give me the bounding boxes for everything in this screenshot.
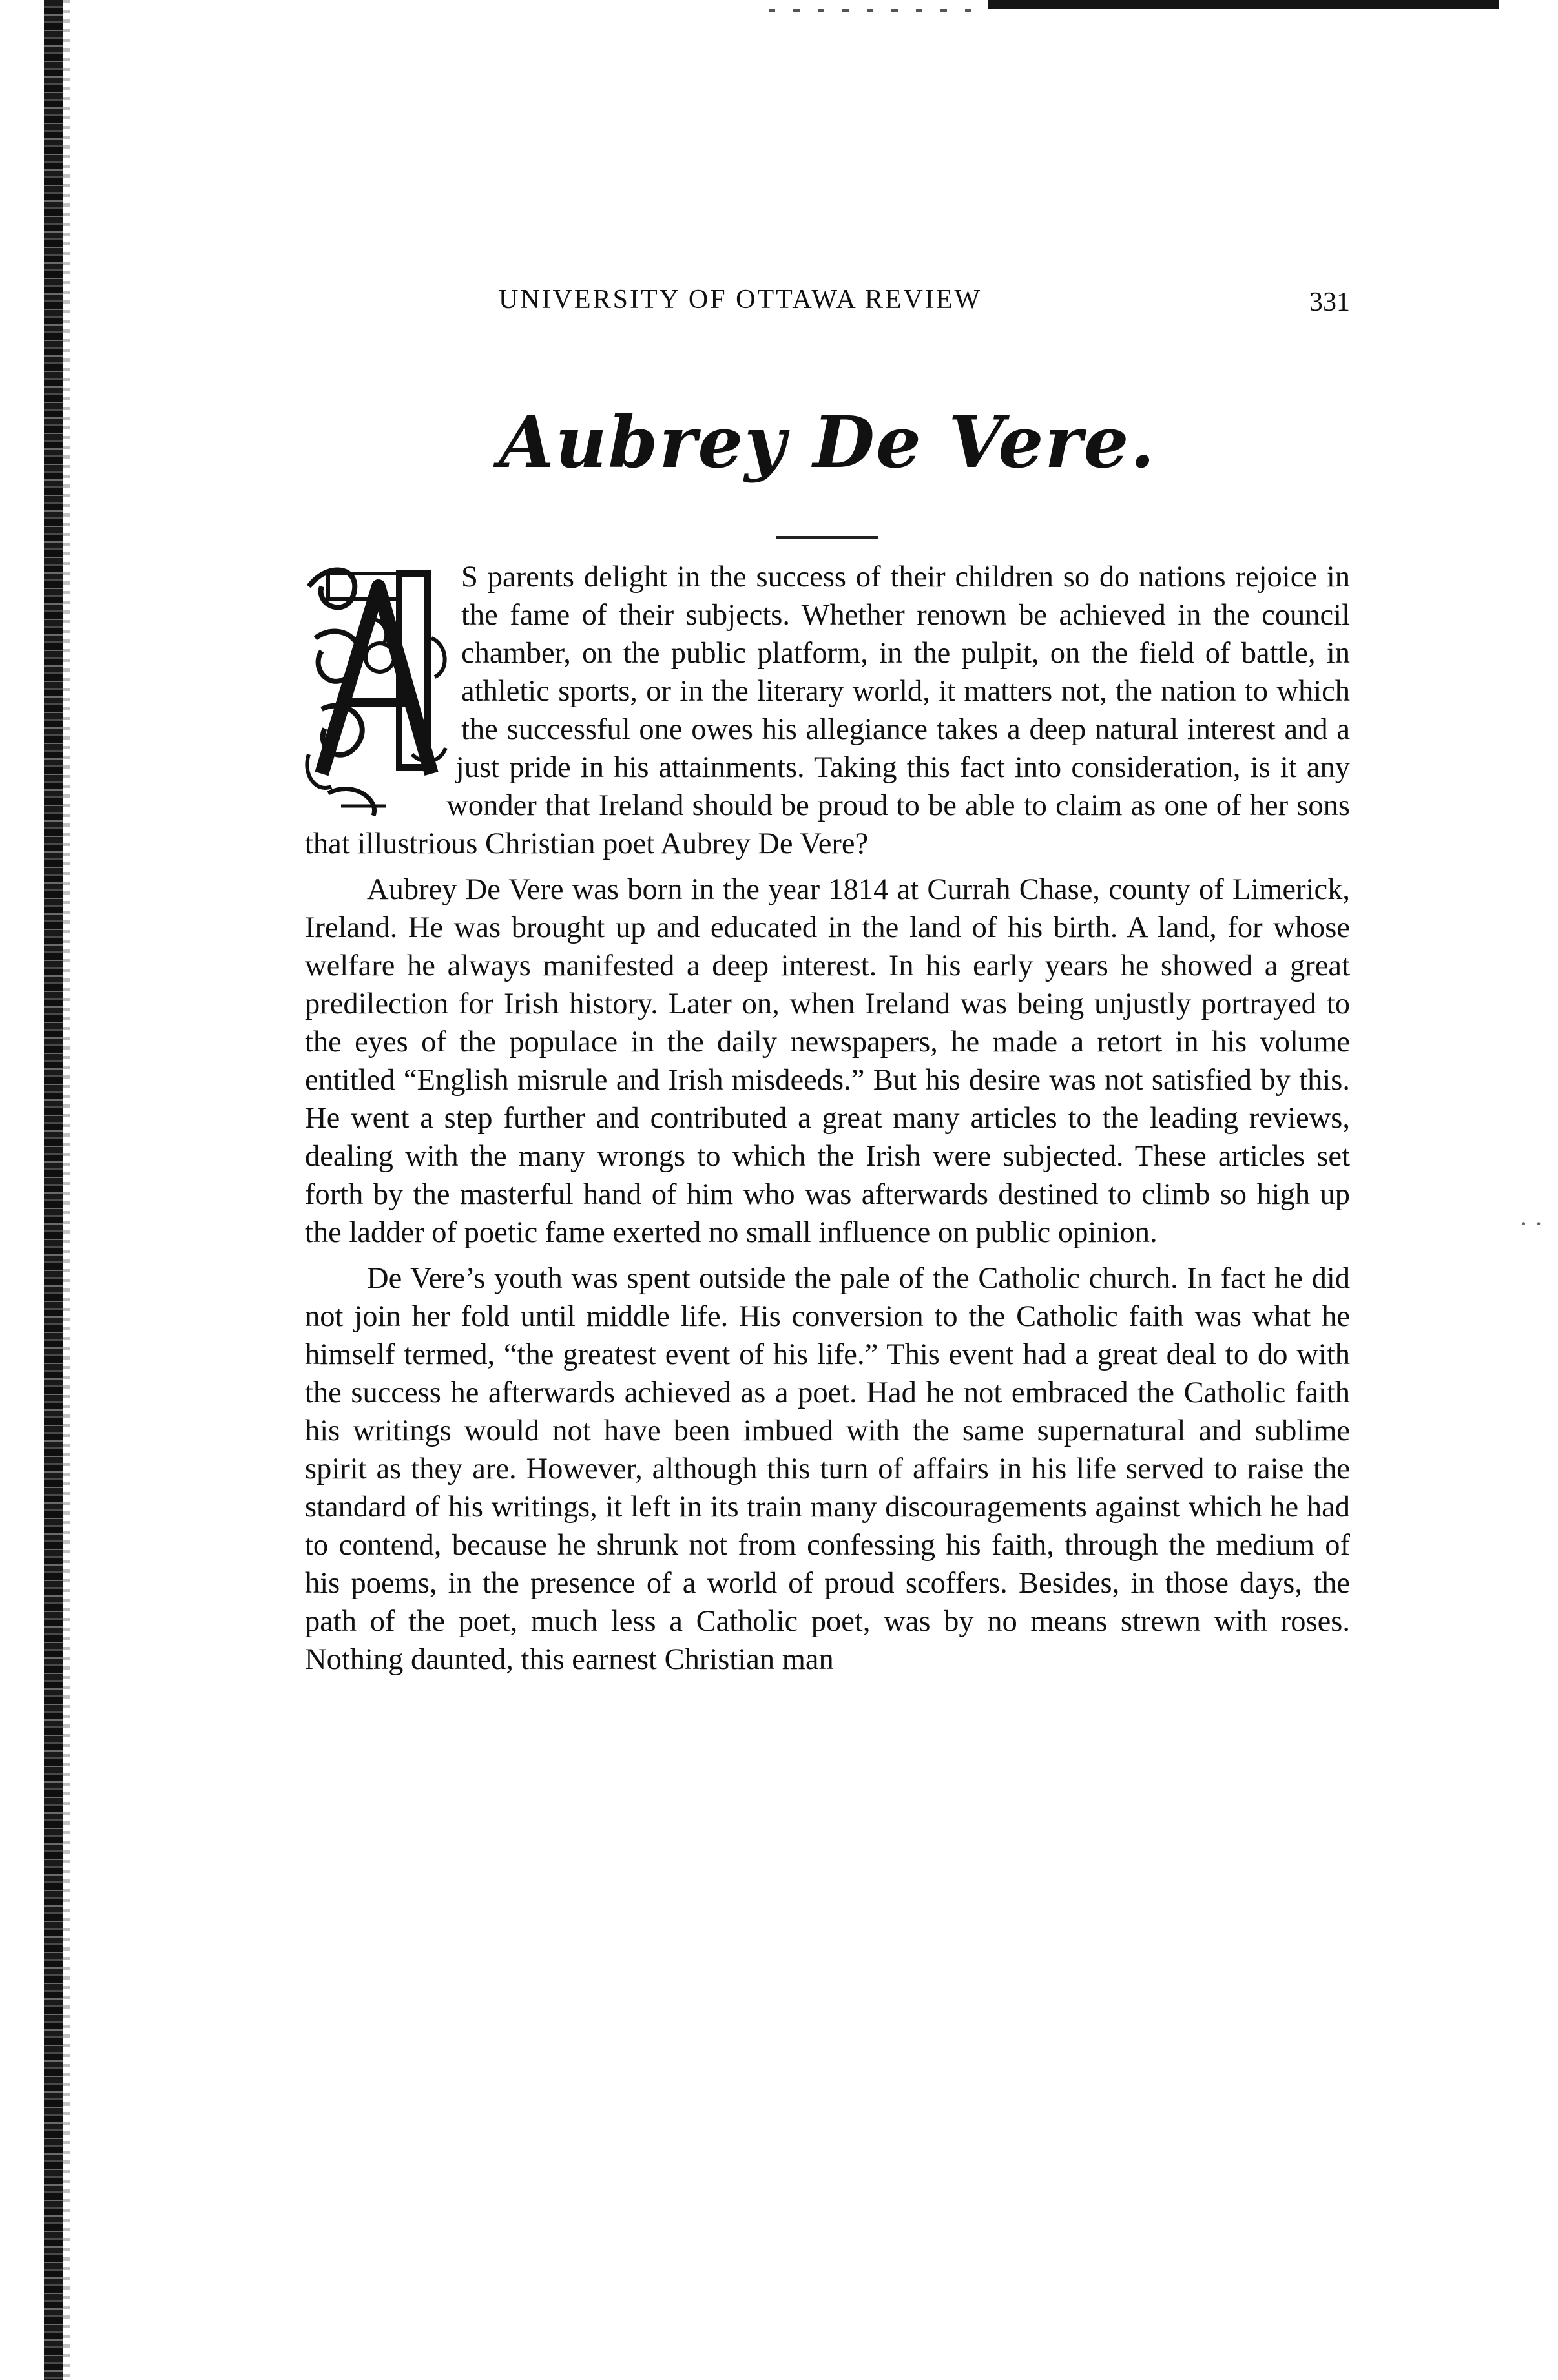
page-number: 331	[1309, 287, 1350, 317]
page-binding-shadow	[63, 0, 70, 2380]
running-head	[305, 284, 1350, 323]
scan-margin-specks: · ·	[1519, 1209, 1543, 1238]
book-page	[305, 284, 1350, 1686]
article-title: Aubrey De Vere.	[499, 400, 1156, 484]
scan-top-edge	[988, 0, 1499, 9]
title-rule	[776, 536, 878, 539]
scan-top-marks	[769, 9, 988, 12]
article-body	[305, 558, 1350, 1679]
page-binding-edge	[44, 0, 63, 2380]
ornamental-initial-a-icon	[302, 561, 452, 822]
paragraph-1	[305, 558, 1350, 863]
paragraph-3: De Vere’s youth was spent outside the pale of the Catholic church. In fact he did not join her fold until middle life. His conversion to the Catholic faith was what he himself termed, “the greatest event of his life.” This event had a great deal to do with the success he afterwards achieved as a poet. Had he not embraced the Catholic faith his writings would not have been imbued with the same supernatural and sublime spirit as they are. However, although this turn of affairs in his life served to raise the standard of his writings, it left in its train many discouragements against which he had to contend, because he shrunk not from confessing his faith, through the medium of his poems, in the presence of a world of proud scoffers. Besides, in those days, the path of the poet, much less a Catholic poet, was by no means strewn with roses. Nothing daunted, this earnest Christian man	[305, 1262, 1350, 1676]
running-title: UNIVERSITY OF OTTAWA REVIEW	[499, 285, 982, 315]
paragraph-2: Aubrey De Vere was born in the year 1814 at Currah Chase, county of Limerick, Ireland. He was brought up and educated in the land of his birth. A land, for whose welfare he always manifested a deep interest. In his early years he showed a great predilection for Irish history. Later on, when Ireland was being unjustly portrayed to the eyes of the populace in the daily newspapers, he made a retort in his volume entitled “English misrule and Irish misdeeds.” But his desire was not satisfied by this. He went a step further and contributed a great many articles to the leading reviews, dealing with the many wrongs to which the Irish were subjected. These articles set forth by the masterful hand of him who was afterwards destined to climb so high up the ladder of poetic fame exerted no small influence on public opinion.	[305, 873, 1350, 1249]
paragraph-1-text: S parents delight in the success of their children so do nations rejoice in the fame of their subjects. Whether renown be achieved in the council chamber, on the public platform, in the pulpit, on the field of battle, in athletic sports, or in the literary world, it matters not, the nation to which the successful one owes his allegiance takes a deep natural interest and a just pride in his attainments. Taking this fact into consideration, is it any wonder that Ireland should be proud to be able to claim as one of her sons that illustrious Christian poet Aubrey De Vere?	[305, 561, 1350, 860]
ornamental-drop-cap	[302, 561, 452, 822]
